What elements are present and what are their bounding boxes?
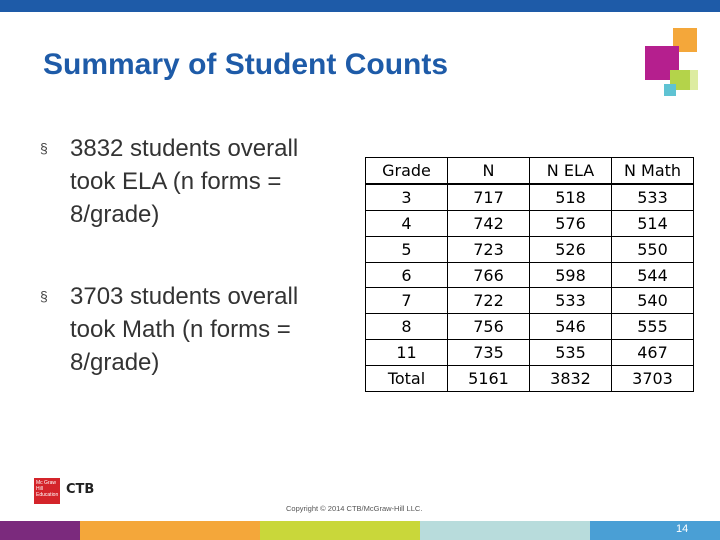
table-header-row xyxy=(366,158,694,184)
table-cell: 5 xyxy=(366,236,448,262)
table-cell: 518 xyxy=(530,184,612,210)
bullet-marker-icon: § xyxy=(40,288,48,304)
table-cell: 555 xyxy=(612,314,694,340)
table-cell: 467 xyxy=(612,340,694,366)
bottom-color-bar xyxy=(0,521,720,540)
ctb-logo-text: CTB xyxy=(66,482,95,497)
table-cell: 723 xyxy=(448,236,530,262)
table-row xyxy=(366,366,694,392)
bullet-ela xyxy=(40,132,340,231)
bullet-marker-icon: § xyxy=(40,140,48,156)
table-cell: 756 xyxy=(448,314,530,340)
table-cell: 7 xyxy=(366,288,448,314)
table-cell: 4 xyxy=(366,210,448,236)
student-counts-table xyxy=(365,157,694,392)
table-cell: 722 xyxy=(448,288,530,314)
table-cell: 5161 xyxy=(448,366,530,392)
table-cell: 576 xyxy=(530,210,612,236)
bottom-bar-segment xyxy=(590,521,720,540)
table-cell: 533 xyxy=(612,184,694,210)
table-row xyxy=(366,314,694,340)
table-cell: 550 xyxy=(612,236,694,262)
table-cell: 742 xyxy=(448,210,530,236)
table-row xyxy=(366,340,694,366)
table-cell: 546 xyxy=(530,314,612,340)
table-cell: 514 xyxy=(612,210,694,236)
header-n-math: N Math xyxy=(612,158,694,184)
table-cell: 535 xyxy=(530,340,612,366)
table-row xyxy=(366,288,694,314)
table-cell: 540 xyxy=(612,288,694,314)
bottom-bar-segment xyxy=(0,521,80,540)
table-row xyxy=(366,184,694,210)
bottom-bar-segment xyxy=(260,521,420,540)
copyright-notice: Copyright © 2014 CTB/McGraw-Hill LLC. xyxy=(286,504,423,513)
bullet-text: 3832 students overall took ELA (n forms = 8/grade) xyxy=(70,135,299,228)
table-cell: 3832 xyxy=(530,366,612,392)
table-cell: 766 xyxy=(448,262,530,288)
bottom-bar-segment xyxy=(80,521,260,540)
bullet-math xyxy=(40,280,340,379)
table-cell: 526 xyxy=(530,236,612,262)
table-cell: Total xyxy=(366,366,448,392)
mcgraw-hill-logo: Mc Graw Hill Education xyxy=(34,478,60,504)
bullet-text: 3703 students overall took Math (n forms = 8/grade) xyxy=(70,283,299,376)
header-n-ela: N ELA xyxy=(530,158,612,184)
table-cell: 3 xyxy=(366,184,448,210)
table-cell: 8 xyxy=(366,314,448,340)
table-cell: 717 xyxy=(448,184,530,210)
bottom-bar-segment xyxy=(420,521,590,540)
slide-title: Summary of Student Counts xyxy=(43,48,449,81)
table-cell: 6 xyxy=(366,262,448,288)
table-cell: 735 xyxy=(448,340,530,366)
table-cell: 598 xyxy=(530,262,612,288)
table-cell: 533 xyxy=(530,288,612,314)
table-row xyxy=(366,262,694,288)
table-cell: 3703 xyxy=(612,366,694,392)
top-accent-bar xyxy=(0,0,720,12)
table-row xyxy=(366,236,694,262)
table-row xyxy=(366,210,694,236)
header-grade: Grade xyxy=(366,158,448,184)
table-cell: 544 xyxy=(612,262,694,288)
table-cell: 11 xyxy=(366,340,448,366)
page-number: 14 xyxy=(676,523,689,535)
header-n: N xyxy=(448,158,530,184)
decorative-squares-logo xyxy=(640,26,700,98)
